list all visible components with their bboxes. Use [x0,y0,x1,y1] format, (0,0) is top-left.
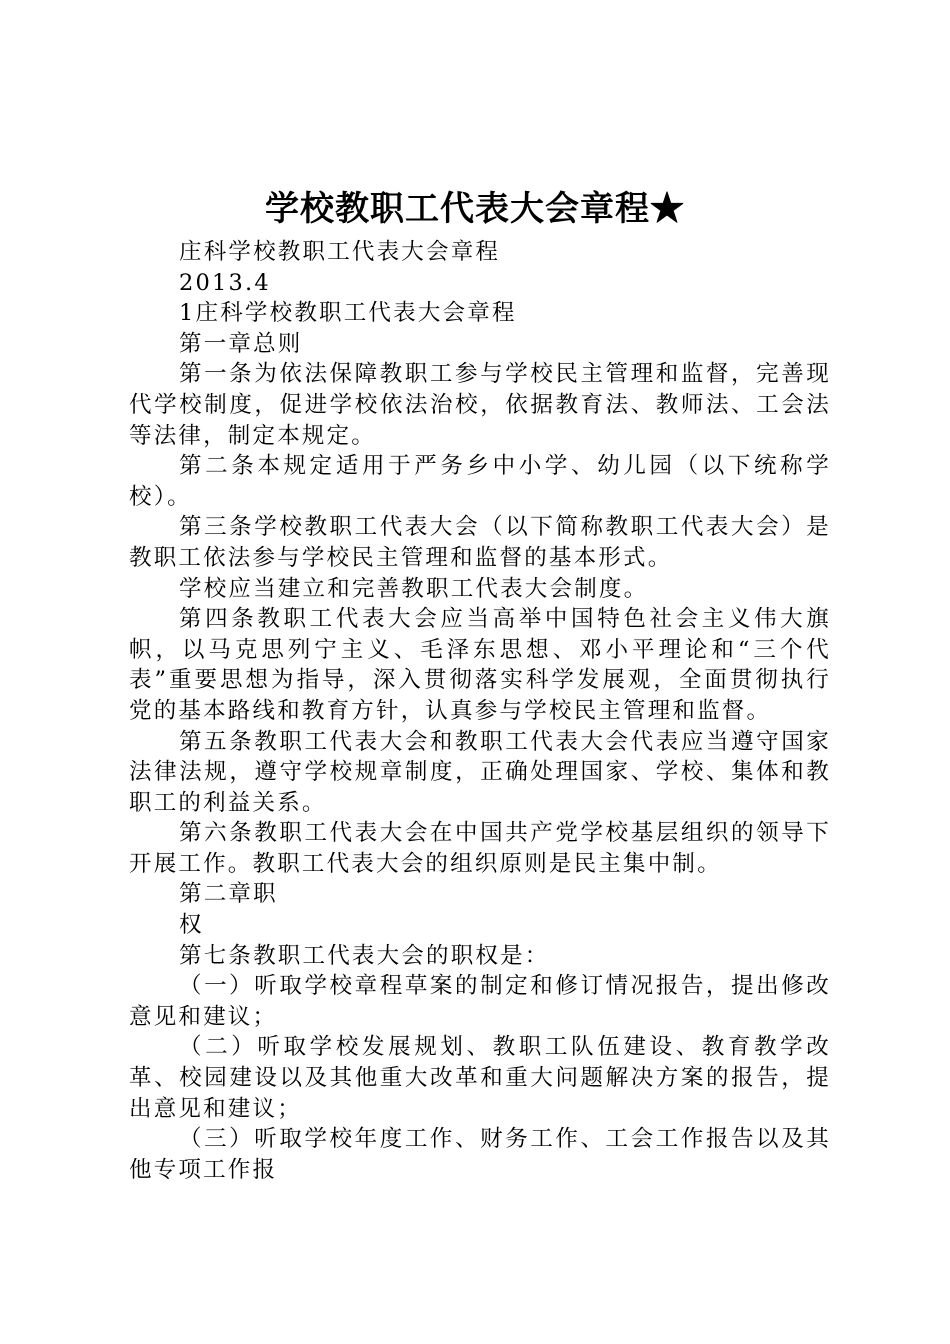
paragraph: 第六条教职工代表大会在中国共产党学校基层组织的领导下开展工作。教职工代表大会的组织原则是民主集中制。 [129,820,831,877]
list-item: （一）听取学校章程草案的制定和修订情况报告，提出修改意见和建议； [129,973,831,1030]
document-title: 学校教职工代表大会章程★ [265,189,685,229]
chapter-heading: 第二章职 [179,881,278,908]
chapter-heading: 第一章总则 [179,330,303,357]
paragraph: 第二条本规定适用于严务乡中小学、幼儿园（以下统称学校）。 [129,453,831,510]
paragraph: 第七条教职工代表大会的职权是： [179,942,550,969]
paragraph: 第三条学校教职工代表大会（以下简称教职工代表大会）是教职工依法参与学校民主管理和监督的基本形式。 [129,514,831,571]
document-body [129,237,831,1185]
paragraph: 1庄科学校教职工代表大会章程 [179,300,517,327]
list-item: （二）听取学校发展规划、教职工队伍建设、教育教学改革、校园建设以及其他重大改革和重大问题解决方案的报告，提出意见和建议； [129,1034,831,1122]
paragraph: 第五条教职工代表大会和教职工代表大会代表应当遵守国家法律法规，遵守学校规章制度，正确处理国家、学校、集体和教职工的利益关系。 [129,728,831,816]
paragraph: 第四条教职工代表大会应当高举中国特色社会主义伟大旗帜，以马克思列宁主义、毛泽东思想、邓小平理论和“三个代表”重要思想为指导，深入贯彻落实科学发展观，全面贯彻执行党的基本路线和教育方针，认真参与学校民主管理和监督。 [129,606,831,724]
paragraph: 2013.4 [179,269,271,296]
paragraph: 学校应当建立和完善教职工代表大会制度。 [179,575,649,602]
paragraph: 庄科学校教职工代表大会章程 [179,239,501,265]
list-item: （三）听取学校年度工作、财务工作、工会工作报告以及其他专项工作报 [129,1126,831,1183]
chapter-heading-continued: 权 [179,912,204,939]
paragraph: 第一条为依法保障教职工参与学校民主管理和监督，完善现代学校制度，促进学校依法治校，依据教育法、教师法、工会法等法律，制定本规定。 [129,361,831,449]
